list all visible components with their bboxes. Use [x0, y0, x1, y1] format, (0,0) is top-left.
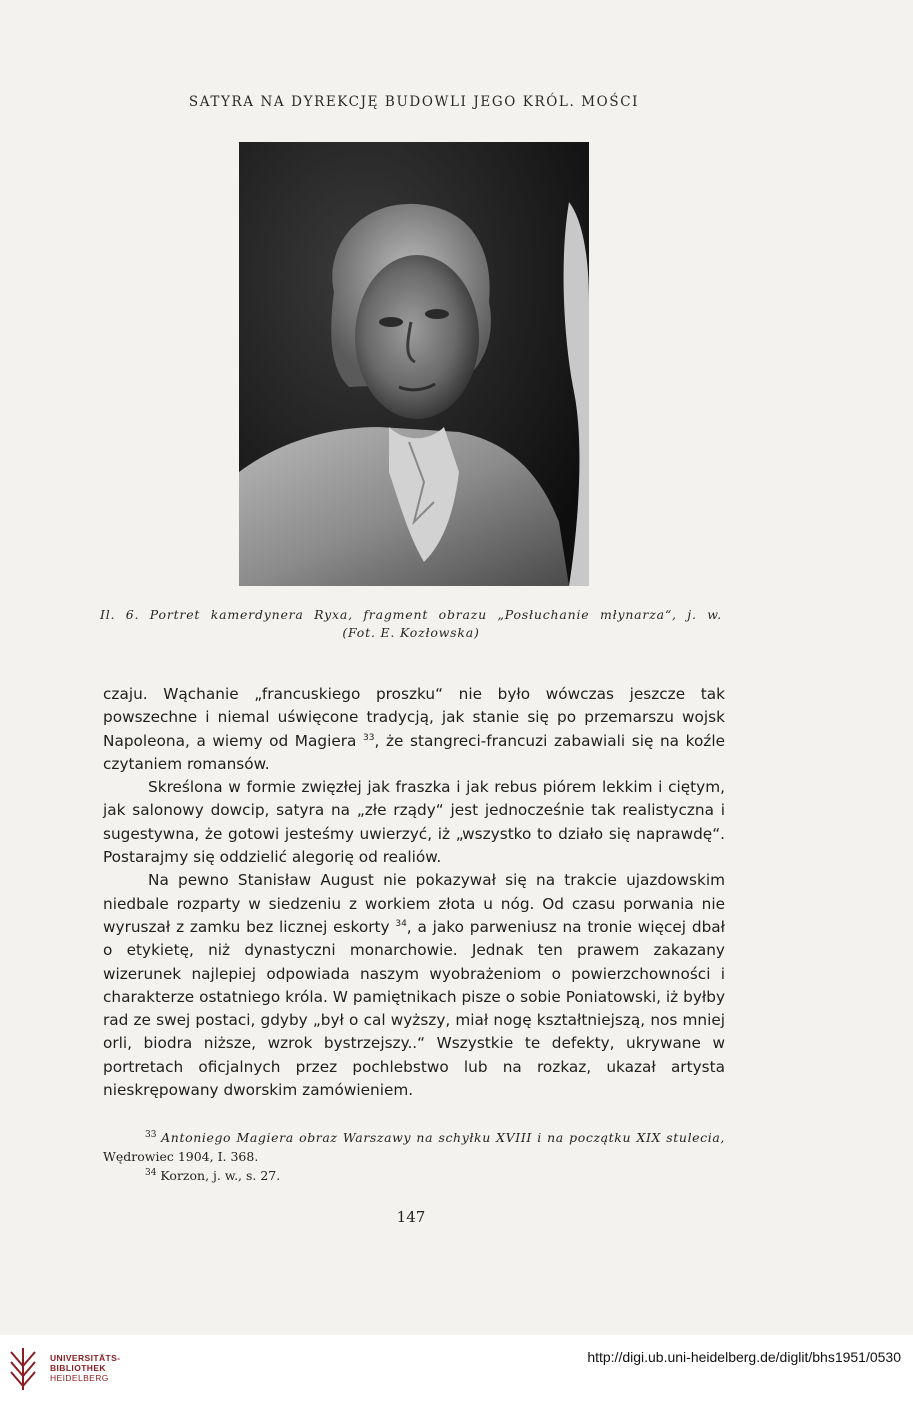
- page-number: 147: [396, 1208, 426, 1226]
- body-text: [103, 683, 725, 1102]
- caption-line-1: Il. 6. Portret kamerdynera Ryxa, fragment obrazu „Posłuchanie młynarza“, j. w.: [100, 607, 722, 622]
- library-name: UNIVERSITÄTS- BIBLIOTHEK HEIDELBERG: [50, 1353, 121, 1383]
- paragraph: Skreślona w formie zwięzłej jak fraszka i jak rebus piórem lekkim i ciętym, jak salonowy dowcip, satyra na „złe rządy“ jest jednocześnie tak realistyczna i sugestywna, że gotowi jesteśmy uwierzyć, iż „wszystko to działo się naprawdę“. Postarajmy się oddzielić alegorię od realiów.: [103, 778, 725, 867]
- running-head: SATYRA NA DYREKCJĘ BUDOWLI JEGO KRÓL. MOŚCI: [188, 94, 640, 110]
- portrait-photo: [239, 142, 589, 586]
- paragraph: czaju. Wąchanie „francuskiego proszku“ nie było wówczas jeszcze tak powszechne i niemal uświęcone tradycją, jak stanie się po przemarszu wojsk Napoleona, a wiemy od Magiera $^{33}$, że stangreci-francuzi zabawiali się na koźle czytaniem romansów.: [103, 685, 725, 773]
- portrait-image: [239, 142, 589, 586]
- footer-bar: [0, 1335, 913, 1402]
- paragraph: Na pewno Stanisław August nie pokazywał się na trakcie ujazdowskim niedbale rozparty w siedzeniu z workiem złota u nóg. Od czasu porwania nie wyruszał z zamku bez licznej eskorty $^{34}$, a jako parweniusz na tronie więcej dbał o etykietę, niż dynastyczni monarchowie. Jednak ten prawem zakazany wizerunek najlepiej odpowiada naszym wyobrażeniom o powierzchowności i charakterze ostatniego króla. W pamiętnikach pisze o sobie Poniatowski, iż byłby rad ze swej postaci, gdyby „był o cal wyższy, miał nogę kształtniejszą, nos mniej orli, biodra niższe, wzrok bystrzejszy..“ Wszystkie te defekty, ukrywane w portretach oficjalnych przez pochlebstwo lub na rozkaz, ukazał artysta nieskrępowany dworskim zamówieniem.: [103, 871, 725, 1100]
- figure-caption: [100, 606, 722, 642]
- library-logo-icon: [8, 1346, 38, 1392]
- footnotes: [103, 1128, 725, 1185]
- footnote-ref: 33: [363, 732, 375, 743]
- source-url-link[interactable]: http://digi.ub.uni-heidelberg.de/diglit/bhs1951/0530: [587, 1349, 901, 1365]
- footnote-ref: 34: [395, 918, 407, 929]
- footnote-33: $^{33}$ Antoniego Magiera obraz Warszawy na schyłku XVIII i na początku XIX stulecia, Wędrowiec 1904, I. 368.: [103, 1129, 725, 1164]
- footnote-34: $^{34}$ Korzon, j. w., s. 27.: [145, 1167, 281, 1183]
- caption-line-2: (Fot. E. Kozłowska): [342, 625, 480, 640]
